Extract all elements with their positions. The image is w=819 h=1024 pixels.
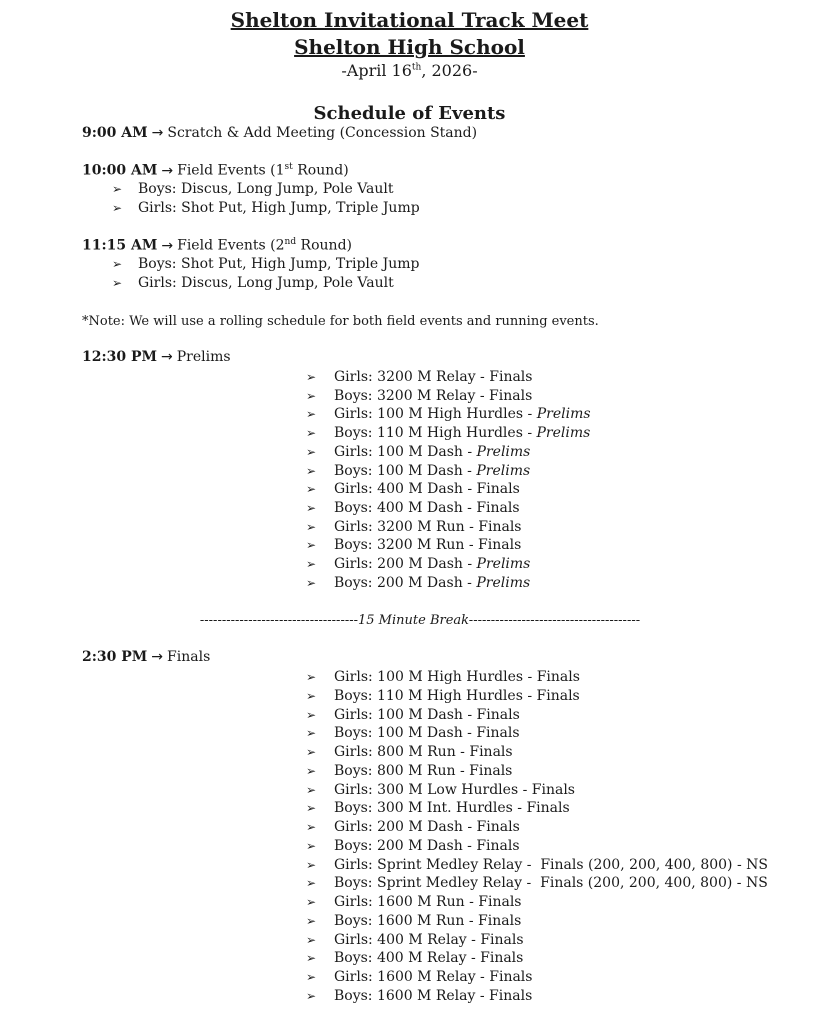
event-row — [306, 988, 532, 1004]
bullet-arrow-icon: ➢ — [306, 707, 317, 722]
event-stage: Finals — [476, 481, 520, 498]
event-row — [306, 669, 580, 685]
bullet-arrow-icon: ➢ — [112, 182, 123, 196]
bullet-arrow-icon: ➢ — [306, 500, 317, 515]
event-row — [306, 969, 532, 985]
event-stage: Finals — [526, 800, 570, 817]
event-name: Boys: Sprint Medley Relay - — [334, 875, 541, 892]
bullet-arrow-icon: ➢ — [306, 426, 317, 441]
event-name: Girls: 400 M Dash - — [334, 481, 477, 498]
bullet-arrow-icon: ➢ — [306, 538, 317, 553]
event-row — [306, 932, 524, 948]
bullet-arrow-icon: ➢ — [306, 820, 317, 834]
event-row — [306, 388, 532, 404]
event-name: Girls: 1600 M Relay - — [334, 969, 490, 985]
bullet-arrow-icon: ➢ — [306, 932, 317, 947]
event-name: Boys: 100 M Dash - — [334, 725, 477, 742]
event-name: Boys: 3200 M Run - — [334, 537, 479, 554]
event-name: Boys: 400 M Relay - — [334, 950, 481, 967]
bullet-arrow-icon: ➢ — [306, 557, 317, 571]
event-stage: Finals — [476, 837, 520, 854]
event-row — [306, 688, 580, 704]
event-stage: Finals — [476, 706, 520, 723]
event-row — [306, 500, 520, 516]
event-name: Girls: 200 M Dash - — [334, 819, 477, 835]
event-name: Girls: 3200 M Relay - — [334, 369, 490, 385]
event-name: Girls: 100 M Dash - — [334, 443, 477, 460]
bullet-arrow-icon: ➢ — [306, 463, 317, 478]
bullet-arrow-icon: ➢ — [306, 876, 317, 891]
arrow-right-icon: → — [151, 125, 164, 141]
break-divider: ------------------------------------15 Minute Break--------------------------------------- — [199, 613, 641, 628]
bullet-arrow-icon: ➢ — [112, 276, 123, 290]
bullet-arrow-icon: ➢ — [306, 388, 317, 403]
event-row — [306, 725, 520, 741]
event-name: Boys: 1600 M Relay - — [334, 987, 490, 1004]
event-row — [306, 425, 590, 441]
bullet-arrow-icon: ➢ — [306, 895, 317, 909]
school-title: Shelton High School — [294, 35, 525, 59]
event-row — [306, 744, 513, 760]
event-name: Girls: 300 M Low Hurdles - — [334, 781, 532, 798]
event-stage: Prelims — [536, 425, 591, 442]
event-name: Girls: 400 M Relay - — [334, 931, 481, 948]
meet-date: -April 16th, 2026- — [341, 61, 478, 80]
event-stage: Finals (200, 200, 400, 800) - NS — [540, 875, 768, 892]
event-row — [306, 537, 521, 553]
event-name: Girls: 1600 M Run - — [334, 894, 479, 910]
event-stage: Finals (200, 200, 400, 800) - NS — [540, 856, 768, 873]
bullet-arrow-icon: ➢ — [306, 444, 317, 459]
bullet-arrow-icon: ➢ — [306, 801, 317, 816]
event-stage: Finals — [469, 762, 513, 779]
event-stage: Prelims — [476, 556, 531, 572]
bullet-arrow-icon: ➢ — [306, 482, 317, 497]
event-row — [306, 950, 523, 966]
bullet-arrow-icon: ➢ — [306, 951, 317, 966]
event-row — [306, 875, 768, 891]
event-row — [306, 763, 512, 779]
block-scratch-meeting — [82, 125, 477, 141]
event-stage: Finals — [478, 537, 522, 554]
event-name: Girls: 3200 M Run - — [334, 518, 479, 535]
event-row — [306, 819, 520, 835]
bullet-arrow-icon: ➢ — [306, 838, 317, 853]
block-time: 9:00 AM — [82, 125, 148, 141]
event-row — [306, 519, 521, 535]
event-row — [306, 369, 532, 385]
event-stage: Finals — [476, 819, 520, 835]
event-row — [306, 800, 570, 816]
event-row — [306, 894, 521, 910]
event-stage: Finals — [536, 687, 580, 704]
bullet-arrow-icon: ➢ — [306, 407, 317, 422]
event-stage: Finals — [536, 669, 580, 685]
event-name: Boys: 1600 M Run - — [334, 912, 479, 929]
meet-title: Shelton Invitational Track Meet — [230, 8, 589, 32]
bullet-arrow-icon: ➢ — [306, 370, 317, 384]
bullet-arrow-icon: ➢ — [306, 970, 317, 984]
event-name: Boys: 200 M Dash - — [334, 574, 477, 591]
block-time: 11:15 AM — [82, 237, 158, 254]
bullet-arrow-icon: ➢ — [306, 988, 317, 1003]
event-name: Boys: 110 M High Hurdles - — [334, 687, 537, 704]
event-row — [306, 838, 520, 854]
event-stage: Finals — [476, 725, 520, 742]
event-stage: Finals — [531, 781, 575, 798]
event-row — [306, 913, 521, 929]
event-name: Boys: 400 M Dash - — [334, 499, 477, 516]
event-stage: Prelims — [476, 574, 531, 591]
event-stage: Finals — [489, 387, 533, 404]
section-title: Schedule of Events — [313, 103, 506, 124]
event-name: Boys: 800 M Run - — [334, 762, 470, 779]
list-item: ➢ Boys: Discus, Long Jump, Pole Vault — [112, 181, 394, 197]
arrow-right-icon: → — [161, 237, 174, 254]
bullet-arrow-icon: ➢ — [306, 745, 317, 759]
event-row — [306, 556, 530, 572]
event-name: Girls: 100 M High Hurdles - — [334, 406, 537, 423]
bullet-arrow-icon: ➢ — [306, 575, 317, 590]
event-name: Girls: 100 M High Hurdles - — [334, 669, 537, 685]
block-time: 10:00 AM — [82, 162, 158, 179]
event-stage: Prelims — [536, 406, 591, 423]
arrow-right-icon: → — [161, 349, 173, 365]
event-name: Boys: 300 M Int. Hurdles - — [334, 800, 527, 817]
event-row — [306, 707, 520, 723]
bullet-arrow-icon: ➢ — [306, 763, 317, 778]
event-row — [306, 406, 591, 422]
block-label: Field Events (2 — [177, 237, 285, 254]
event-name: Boys: 3200 M Relay - — [334, 387, 490, 404]
event-row — [306, 782, 575, 798]
bullet-arrow-icon: ➢ — [306, 913, 317, 928]
list-item: ➢ Boys: Shot Put, High Jump, Triple Jump — [112, 256, 420, 272]
list-item: ➢ Girls: Discus, Long Jump, Pole Vault — [112, 275, 394, 291]
event-stage: Finals — [469, 744, 513, 760]
event-name: Girls: 100 M Dash - — [334, 706, 477, 723]
event-row — [306, 444, 530, 460]
event-stage: Finals — [489, 987, 533, 1004]
block-prelims — [82, 349, 231, 365]
bullet-arrow-icon: ➢ — [306, 782, 317, 797]
arrow-right-icon: → — [151, 649, 164, 665]
event-stage: Finals — [476, 499, 520, 516]
event-stage: Finals — [480, 931, 524, 948]
bullet-arrow-icon: ➢ — [112, 257, 123, 271]
event-stage: Finals — [489, 969, 533, 985]
event-row — [306, 575, 530, 591]
event-stage: Finals — [478, 894, 522, 910]
bullet-arrow-icon: ➢ — [306, 519, 317, 534]
bullet-arrow-icon: ➢ — [306, 726, 317, 741]
bullet-arrow-icon: ➢ — [306, 857, 317, 872]
schedule-note: *Note: We will use a rolling schedule for both field events and running events. — [82, 314, 599, 329]
event-stage: Finals — [478, 518, 522, 535]
event-stage: Prelims — [476, 443, 531, 460]
list-item: ➢ Girls: Shot Put, High Jump, Triple Jump — [112, 200, 420, 216]
event-stage: Prelims — [476, 462, 531, 479]
bullet-arrow-icon: ➢ — [112, 201, 123, 215]
event-stage: Finals — [480, 950, 524, 967]
event-name: Boys: 100 M Dash - — [334, 462, 477, 479]
block-label: Field Events (1 — [177, 162, 285, 179]
block-label: Prelims — [176, 349, 231, 365]
block-time: 12:30 PM — [82, 349, 158, 365]
block-time: 2:30 PM — [82, 649, 148, 665]
block-label: Scratch & Add Meeting (Concession Stand) — [167, 125, 478, 141]
event-name: Boys: 110 M High Hurdles - — [334, 425, 537, 442]
block-field-round-2: 11:15 AM → Field Events (2nd Round) — [82, 237, 352, 254]
block-field-round-1: 10:00 AM → Field Events (1st Round) — [82, 162, 349, 179]
event-name: Girls: 800 M Run - — [334, 744, 470, 760]
event-row — [306, 463, 530, 479]
event-row — [306, 857, 768, 873]
event-stage: Finals — [478, 912, 522, 929]
event-name: Girls: 200 M Dash - — [334, 556, 477, 572]
bullet-arrow-icon: ➢ — [306, 688, 317, 703]
event-stage: Finals — [489, 369, 533, 385]
event-name: Girls: Sprint Medley Relay - — [334, 856, 541, 873]
event-row — [306, 481, 520, 497]
block-label: Finals — [167, 649, 211, 665]
bullet-arrow-icon: ➢ — [306, 670, 317, 684]
event-name: Boys: 200 M Dash - — [334, 837, 477, 854]
block-finals — [82, 649, 210, 665]
arrow-right-icon: → — [161, 162, 174, 179]
